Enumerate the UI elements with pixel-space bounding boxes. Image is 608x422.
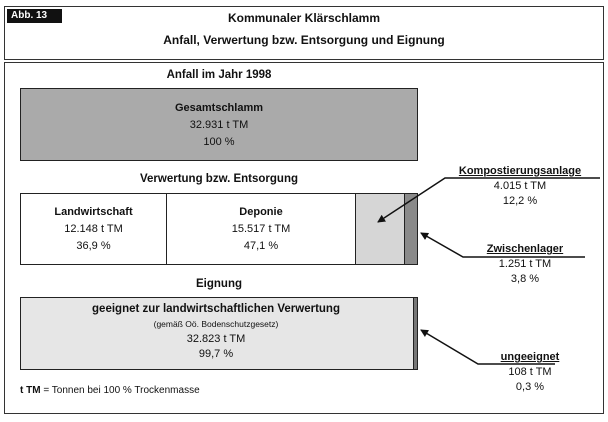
ungeeignet-amount: 108 t TM bbox=[508, 366, 552, 378]
deponie-amount: 15.517 t TM bbox=[231, 223, 291, 235]
geeignet-share: 99,7 % bbox=[198, 348, 234, 360]
ungeeignet-label: ungeeignet bbox=[500, 351, 560, 363]
figure-subtitle: Anfall, Verwertung bzw. Entsorgung und Eignung bbox=[163, 33, 445, 47]
figure-title: Kommunaler Klärschlamm bbox=[227, 11, 381, 25]
gesamtschlamm-label: Gesamtschlamm bbox=[174, 102, 264, 114]
landwirtschaft-share: 36,9 % bbox=[76, 240, 111, 252]
ungeeignet-share: 0,3 % bbox=[515, 381, 545, 393]
footnote-text: = Tonnen bei 100 % Trockenmasse bbox=[40, 385, 200, 396]
ungeeignet-arrow bbox=[421, 330, 555, 364]
kompostierung-amount: 4.015 t TM bbox=[493, 180, 547, 192]
anfall-heading: Anfall im Jahr 1998 bbox=[166, 69, 272, 81]
landwirtschaft-label: Landwirtschaft bbox=[54, 206, 133, 218]
geeignet-note: (gemäß Oö. Bodenschutzgesetz) bbox=[153, 319, 279, 329]
geeignet-amount: 32.823 t TM bbox=[186, 333, 246, 345]
footnote-abbr: t TM bbox=[20, 385, 41, 396]
geeignet-label: geeignet zur landwirtschaftlichen Verwertung bbox=[92, 303, 340, 315]
gesamtschlamm-share: 100 % bbox=[203, 136, 235, 148]
zwischenlager-share: 3,8 % bbox=[510, 273, 540, 285]
zwischenlager-amount: 1.251 t TM bbox=[498, 258, 552, 270]
kompostierung-share: 12,2 % bbox=[502, 195, 538, 207]
deponie-share: 47,1 % bbox=[243, 240, 279, 252]
zwischenlager-label: Zwischenlager bbox=[486, 243, 564, 255]
gesamtschlamm-amount: 32.931 t TM bbox=[189, 119, 249, 131]
kompostierung-label: Kompostierungsanlage bbox=[458, 165, 582, 177]
figure-badge: Abb. 13 bbox=[7, 9, 62, 23]
deponie-label: Deponie bbox=[239, 206, 283, 218]
kompostierung-arrow bbox=[378, 178, 600, 222]
verwertung-heading: Verwertung bzw. Entsorgung bbox=[139, 173, 299, 185]
landwirtschaft-amount: 12.148 t TM bbox=[64, 223, 123, 235]
eignung-heading: Eignung bbox=[196, 278, 242, 290]
zwischenlager-arrow bbox=[421, 233, 585, 257]
